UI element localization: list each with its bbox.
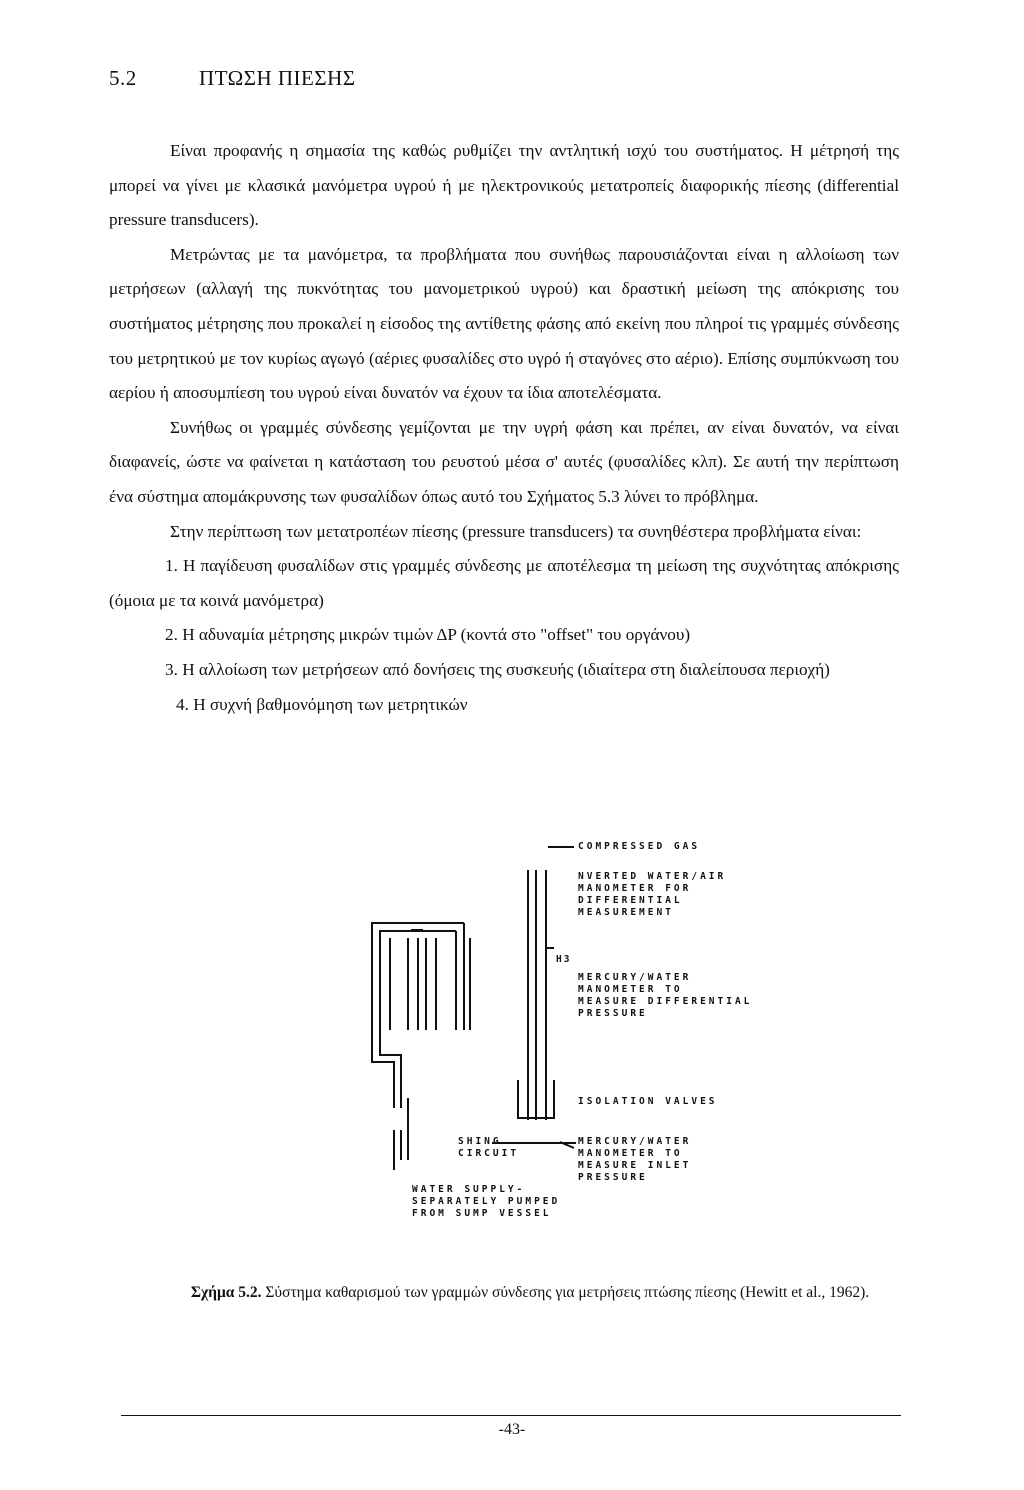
list-item: 2. Η αδυναμία μέτρησης μικρών τιμών ΔP (κοντά στο "offset" του οργάνου) [165,625,691,645]
footer-rule [121,1415,901,1416]
paragraph: Συνήθως οι γραμμές σύνδεσης γεμίζονται με την υγρή φάση και πρέπει, αν είναι δυνατόν, να είναι διαφανείς, ώστε να φαίνεται η κατάσταση του ρευστού μέσα σ' αυτές (φυσαλίδες κλπ). Σε αυτή την περίπτωση ένα σύστημα απομάκρυνσης των φυσαλίδων όπως αυτό του Σχήματος 5.3 λύνει το πρόβλημα. [109,417,899,506]
figure-caption [150,1279,910,1307]
hg-mark-label: H3 [556,954,572,965]
mercury-inlet-label: MERCURY/WATER MANOMETER TO MEASURE INLET PRESSURE [578,1136,692,1183]
caption-text: Σύστημα καθαρισμού των γραμμών σύνδεσης για μετρήσεις πτώσης πίεσης (Hewitt et al., 1962). [261,1284,870,1301]
body-text [109,134,899,722]
isolation-valves-label: ISOLATION VALVES [578,1096,718,1107]
mercury-differential-label: MERCURY/WATER MANOMETER TO MEASURE DIFFERENTIAL PRESSURE [578,972,753,1019]
inverted-manometer-label: NVERTED WATER/AIR MANOMETER FOR DIFFERENTIAL MEASUREMENT [578,871,727,918]
flushing-circuit-label: SHING CIRCUIT [458,1136,520,1159]
paragraph: Μετρώντας με τα μανόμετρα, τα προβλήματα που συνήθως παρουσιάζονται είναι η αλλοίωση των μετρήσεων (αλλαγή της πυκνότητας του μανομετρικού υγρού) και δραστική μείωση της απόκρισης του συστήματος μέτρησης που προκαλεί η είσοδος της αντίθετης φάσης από εκείνη που πληροί τις γραμμές σύνδεσης του μετρητικού με τον κυρίως αγωγό (αέριες φυσαλίδες στο υγρό ή σταγόνες στο αέριο). Επίσης συμπύκνωση του αερίου ή αποσυμπίεση του υγρού είναι δυνατόν να έχουν τα ίδια αποτελέσματα. [109,244,899,403]
list-item: 3. Η αλλοίωση των μετρήσεων από δονήσεις της συσκευής (ιδιαίτερα στη διαλείπουσα περιοχή) [165,659,830,679]
caption-label: Σχήμα 5.2. [190,1284,262,1301]
figure-diagram [360,830,780,1230]
list-item: 4. Η συχνή βαθμονόμηση των μετρητικών [176,694,468,714]
section-number: 5.2 [109,66,137,90]
page-number: -43- [498,1421,526,1438]
section-heading [109,66,355,91]
list-item: 1. Η παγίδευση φυσαλίδων στις γραμμές σύνδεσης με αποτέλεσμα τη μείωση της συχνότητας απόκρισης (όμοια με τα κοινά μανόμετρα) [109,556,899,610]
compressed-gas-label: COMPRESSED GAS [578,841,701,852]
section-title: ΠΤΩΣΗ ΠΙΕΣΗΣ [199,66,356,90]
paragraph: Είναι προφανής η σημασία της καθώς ρυθμίζει την αντλητική ισχύ του συστήματος. Η μέτρησή της μπορεί να γίνει με κλασικά μανόμετρα υγρού ή με ηλεκτρονικούς μετατροπείς διαφορικής πίεσης (differential pressure transducers). [109,141,899,230]
water-supply-label: WATER SUPPLY- SEPARATELY PUMPED FROM SUMP VESSEL [412,1184,561,1219]
paragraph: Στην περίπτωση των μετατροπέων πίεσης (pressure transducers) τα συνηθέστερα προβλήματα είναι: [170,521,862,541]
